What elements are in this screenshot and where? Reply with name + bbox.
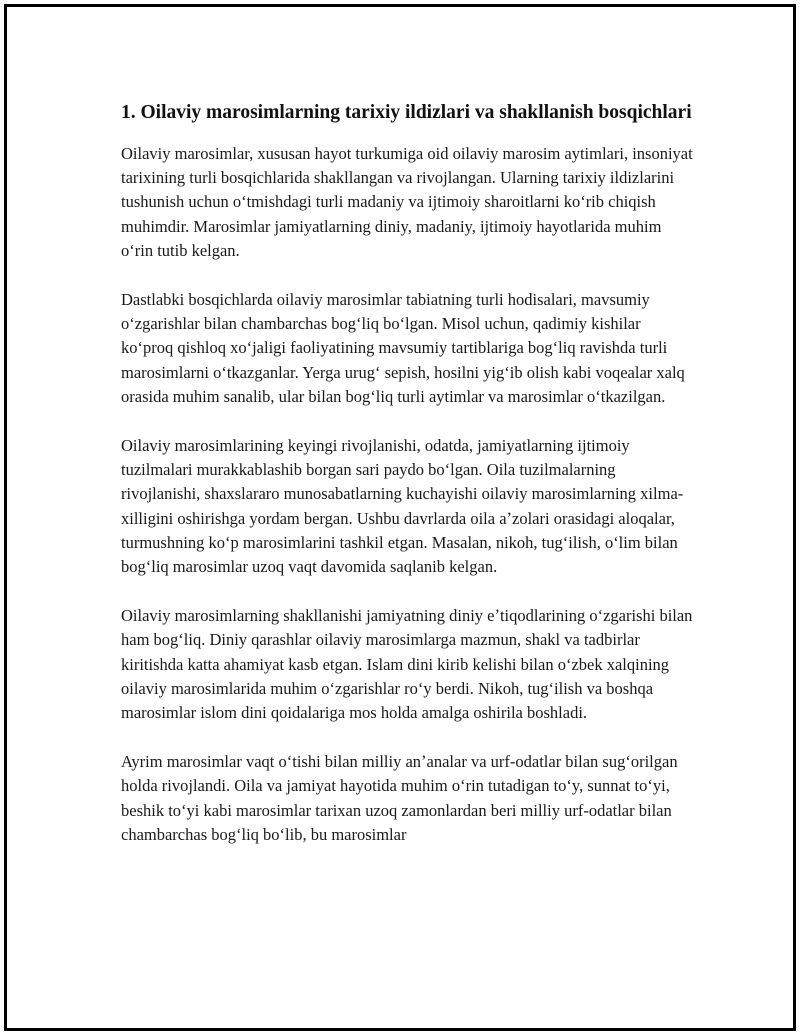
paragraph-1: Oilaviy marosimlar, xususan hayot turkumiga oid oilaviy marosim aytimlari, insoniyat tarixining turli bosqichlarida shakllangan va rivojlangan. Ularning tarixiy ildizlarini tushunish uchun oʻtmishdagi turli madaniy va ijtimoiy sharoitlarni koʻrib chiqish muhimdir. Marosimlar jamiyatlarning diniy, madaniy, ijtimoiy hayotlarida muhim oʻrin tutib kelgan. <box>121 144 693 260</box>
paragraph-3: Oilaviy marosimlarining keyingi rivojlanishi, odatda, jamiyatlarning ijtimoiy tuzilmalari murakkablashib borgan sari paydo boʻlgan. Oila tuzilmalarning rivojlanishi, shaxslararo munosabatlarning kuchayishi oilaviy marosimlarning xilma-xilligini oshirishga yordam bergan. Ushbu davrlarda oila aʼzolari orasidagi aloqalar, turmushning koʻp marosimlarini tashkil etgan. Masalan, nikoh, tugʻilish, oʻlim bilan bogʻliq marosimlar uzoq vaqt davomida saqlanib kelgan. <box>121 436 684 577</box>
paragraph-4: Oilaviy marosimlarning shakllanishi jamiyatning diniy eʼtiqodlarining oʻzgarishi bilan ham bogʻliq. Diniy qarashlar oilaviy marosimlarga mazmun, shakl va tadbirlar kiritishda katta ahamiyat kasb etgan. Islam dini kirib kelishi bilan oʻzbek xalqining oilaviy marosimlarida muhim oʻzgarishlar roʻy berdi. Nikoh, tugʻilish va boshqa marosimlar islom dini qoidalariga mos holda amalga oshirila boshladi. <box>121 606 693 723</box>
paragraph-2: Dastlabki bosqichlarda oilaviy marosimlar tabiatning turli hodisalari, mavsumiy oʻzgarishlar bilan chambarchas bogʻliq boʻlgan. Misol uchun, qadimiy kishilar koʻproq qishloq xoʻjaligi faoliyatining mavsumiy tartiblariga bogʻliq ravishda turli marosimlarni oʻtkazganlar. Yerga urugʻ sepish, hosilni yigʻib olish kabi voqealar xalq orasida muhim sanalib, ular bilan bogʻliq turli aytimlar va marosimlar oʻtkazilgan. <box>121 290 685 406</box>
section-heading: 1. Oilaviy marosimlarning tarixiy ildizlari va shakllanish bosqichlari <box>121 102 692 123</box>
paragraph-5: Ayrim marosimlar vaqt oʻtishi bilan milliy anʼanalar va urf-odatlar bilan sugʻorilgan holda rivojlandi. Oila va jamiyat hayotida muhim oʻrin tutadigan toʻy, sunnat toʻyi, beshik toʻyi kabi marosimlar tarixan uzoq zamonlardan beri milliy urf-odatlar bilan chambarchas bogʻliq boʻlib, bu marosimlar <box>121 752 678 844</box>
page-frame <box>4 4 796 1031</box>
document-body <box>121 99 696 872</box>
